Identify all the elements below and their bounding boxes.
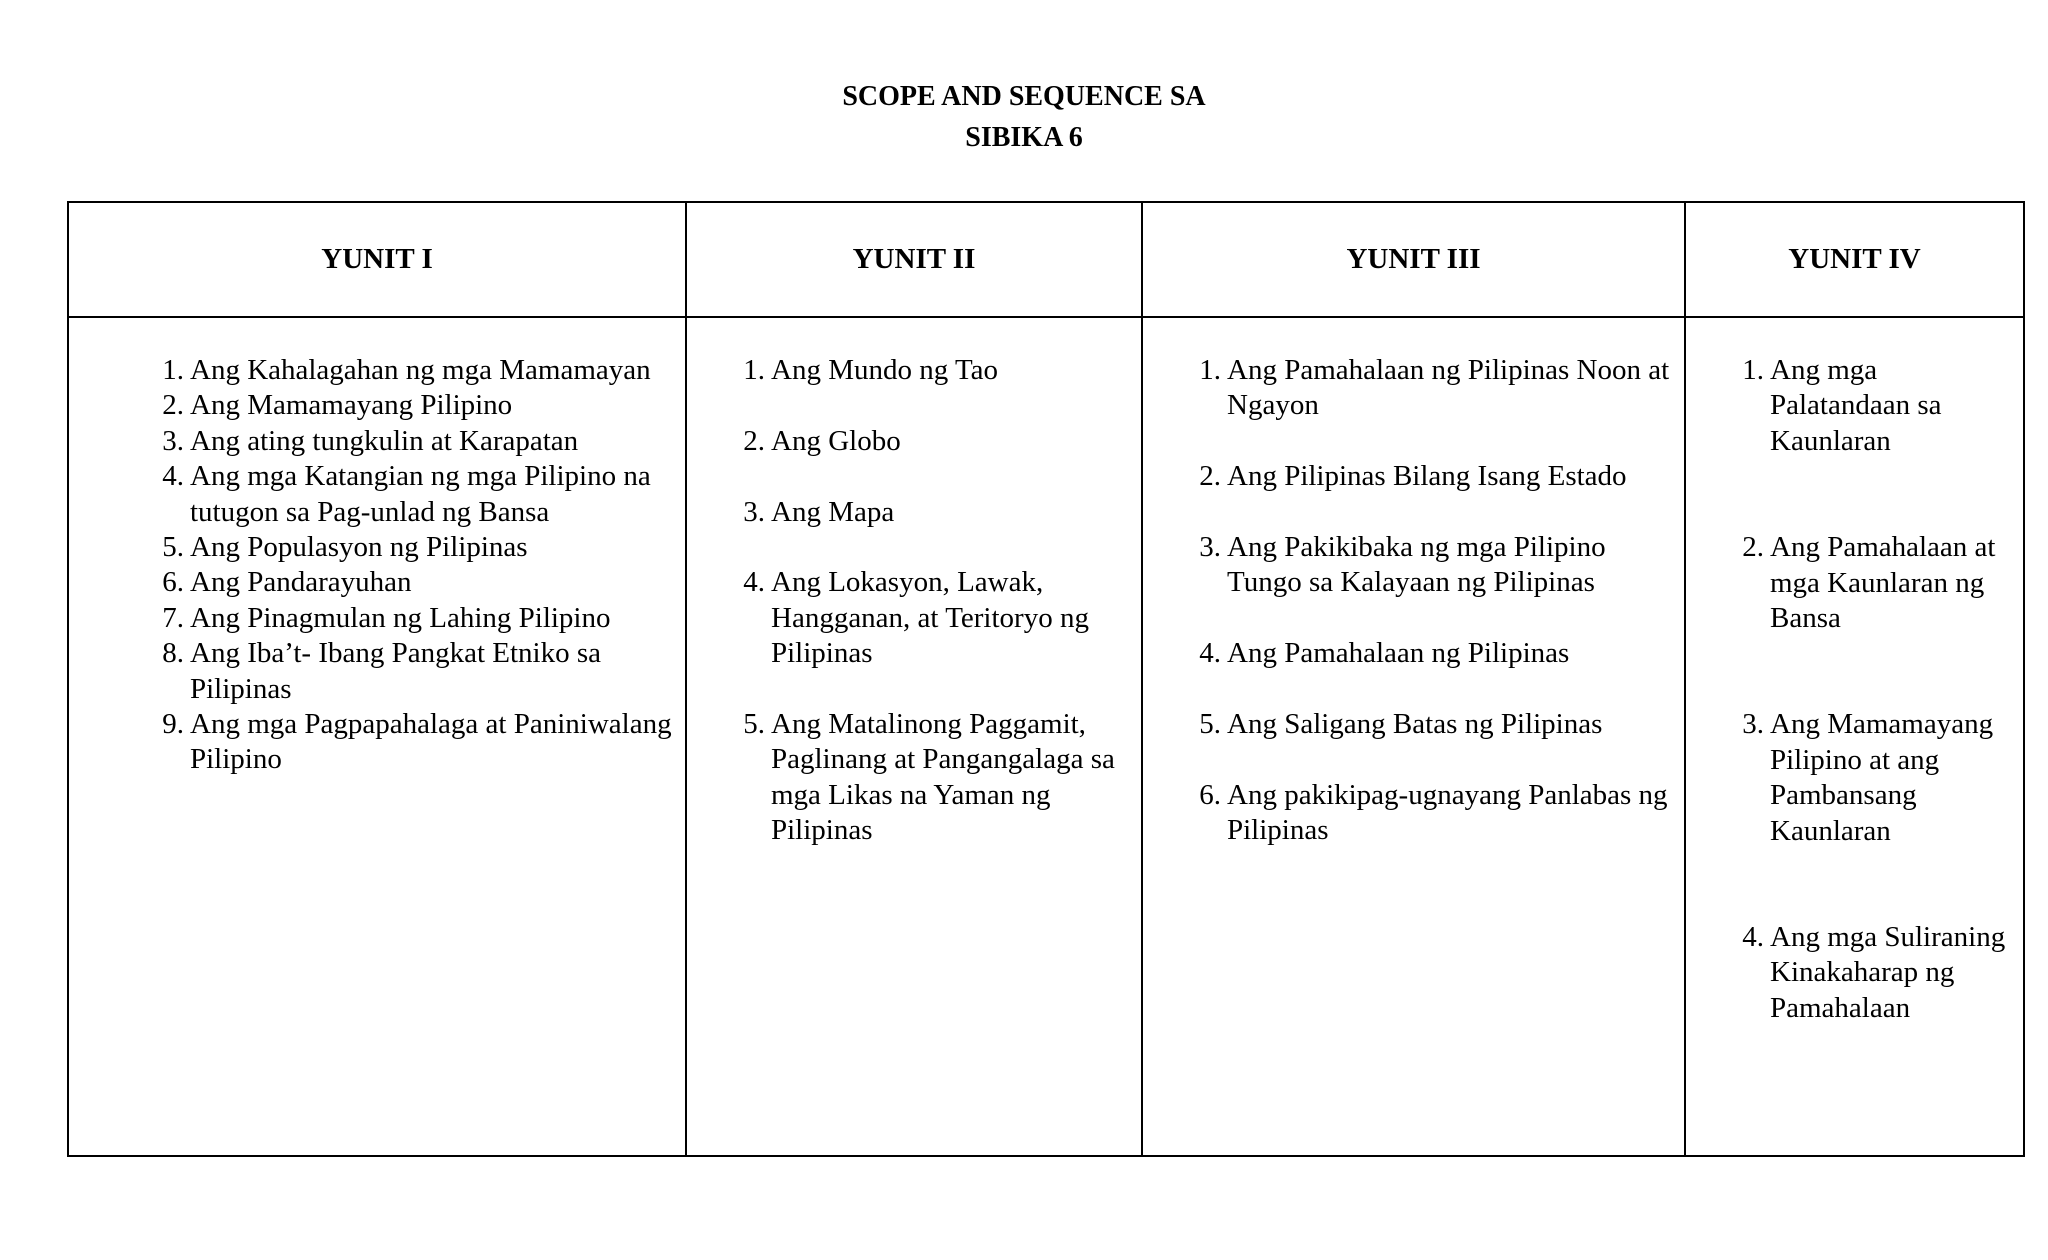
list-item [731,707,1141,849]
item-text: Ang Pamahalaan ng Pilipinas Noon at Ngayon [1227,354,1670,422]
item-text: Ang mga Katangian ng mga Pilipino na tutugon sa Pag-unlad ng Bansa [190,460,651,528]
list-item [1730,707,2023,849]
item-number: 1. [1742,354,1764,386]
list-item [150,707,685,778]
item-text: Ang Iba’t- Ibang Pangkat Etniko sa Pilipinas [190,637,602,705]
item-text: Ang mga Palatandaan sa Kaunlaran [1770,354,1942,457]
item-text: Ang Populasyon ng Pilipinas [190,531,528,564]
item-text: Ang mga Suliraning Kinakaharap ng Pamahalaan [1770,921,2006,1024]
item-number: 6. [1199,778,1221,811]
table-header-row [68,202,2024,317]
page-subtitle: SIBIKA 6 [965,122,1083,153]
item-number: 3. [743,495,765,528]
header-yunit-2: YUNIT II [686,202,1142,317]
item-number: 4. [162,460,184,493]
item-text: Ang Mundo ng Tao [771,354,999,386]
list-item [1730,920,2023,1026]
item-number: 3. [1199,531,1221,563]
item-number: 3. [1742,708,1764,741]
item-number: 2. [743,424,765,457]
item-text: Ang Pinagmulan ng Lahing Pilipino [190,601,611,634]
header-yunit-1: YUNIT I [68,202,686,317]
item-number: 5. [743,708,765,740]
item-number: 7. [162,601,184,634]
item-text: Ang Lokasyon, Lawak, Hangganan, at Teritoryo ng Pilipinas [771,566,1089,670]
yunit-1-topic-list [150,353,685,778]
item-number: 8. [162,637,184,670]
list-item [1187,459,1684,494]
item-number: 1. [1199,354,1221,386]
list-item [150,565,685,600]
item-text: Ang Saligang Batas ng Pilipinas [1227,708,1603,740]
scope-sequence-table [67,201,2025,1157]
item-text: Ang Pamahalaan at mga Kaunlaran ng Bansa [1770,531,1996,635]
list-item [150,459,685,530]
item-text: Ang Pamahalaan ng Pilipinas [1227,637,1570,670]
item-text: Ang Matalinong Paggamit, Paglinang at Pangangalaga sa mga Likas na Yaman ng Pilipinas [771,708,1115,847]
list-item [731,565,1141,671]
item-text: Ang Mamamayang Pilipino [190,389,513,422]
yunit-3-cell [1142,317,1685,1156]
header-yunit-3: YUNIT III [1142,202,1685,317]
item-text: Ang ating tungkulin at Karapatan [190,424,579,457]
item-text: Ang Globo [771,424,901,457]
item-number: 2. [1742,531,1764,564]
list-item [150,636,685,707]
list-item [1730,530,2023,636]
list-item [731,495,1141,530]
item-text: Ang Mamamayang Pilipino at ang Pambansang Kaunlaran [1770,708,1994,847]
list-item [1730,353,2023,459]
page-title: SCOPE AND SEQUENCE SA [842,81,1206,112]
item-number: 4. [1199,637,1221,670]
item-number: 2. [162,389,184,422]
yunit-2-topic-list [731,353,1141,849]
yunit-3-topic-list [1187,353,1684,849]
item-number: 4. [743,566,765,599]
item-text: Ang Pakikibaka ng mga Pilipino Tungo sa Kalayaan ng Pilipinas [1227,531,1606,599]
item-text: Ang Mapa [771,495,895,528]
yunit-4-cell [1685,317,2024,1156]
item-number: 1. [743,354,765,386]
item-text: Ang mga Pagpapahalaga at Paniniwalang Pilipino [190,708,672,776]
item-number: 5. [1199,708,1221,740]
list-item [150,601,685,636]
list-item [1187,530,1684,601]
item-text: Ang pakikipag-ugnayang Panlabas ng Pilipinas [1227,778,1668,847]
list-item [150,424,685,459]
list-item [731,353,1141,388]
yunit-4-topic-list [1730,353,2023,1026]
list-item [1187,353,1684,424]
header-yunit-4: YUNIT IV [1685,202,2024,317]
item-number: 2. [1199,460,1221,493]
list-item [1187,707,1684,742]
list-item [1187,778,1684,849]
table-body-row [68,317,2024,1156]
list-item [150,388,685,423]
list-item [1187,636,1684,671]
yunit-2-cell [686,317,1142,1156]
item-number: 9. [162,708,184,741]
list-item [150,353,685,388]
item-number: 5. [162,531,184,564]
item-number: 4. [1742,921,1764,954]
item-number: 3. [162,424,184,457]
item-text: Ang Pandarayuhan [190,566,412,599]
yunit-1-cell [68,317,686,1156]
list-item [150,530,685,565]
item-number: 6. [162,566,184,599]
item-text: Ang Kahalagahan ng mga Mamamayan [190,354,651,386]
item-number: 1. [162,354,184,386]
item-text: Ang Pilipinas Bilang Isang Estado [1227,460,1627,493]
list-item [731,424,1141,459]
